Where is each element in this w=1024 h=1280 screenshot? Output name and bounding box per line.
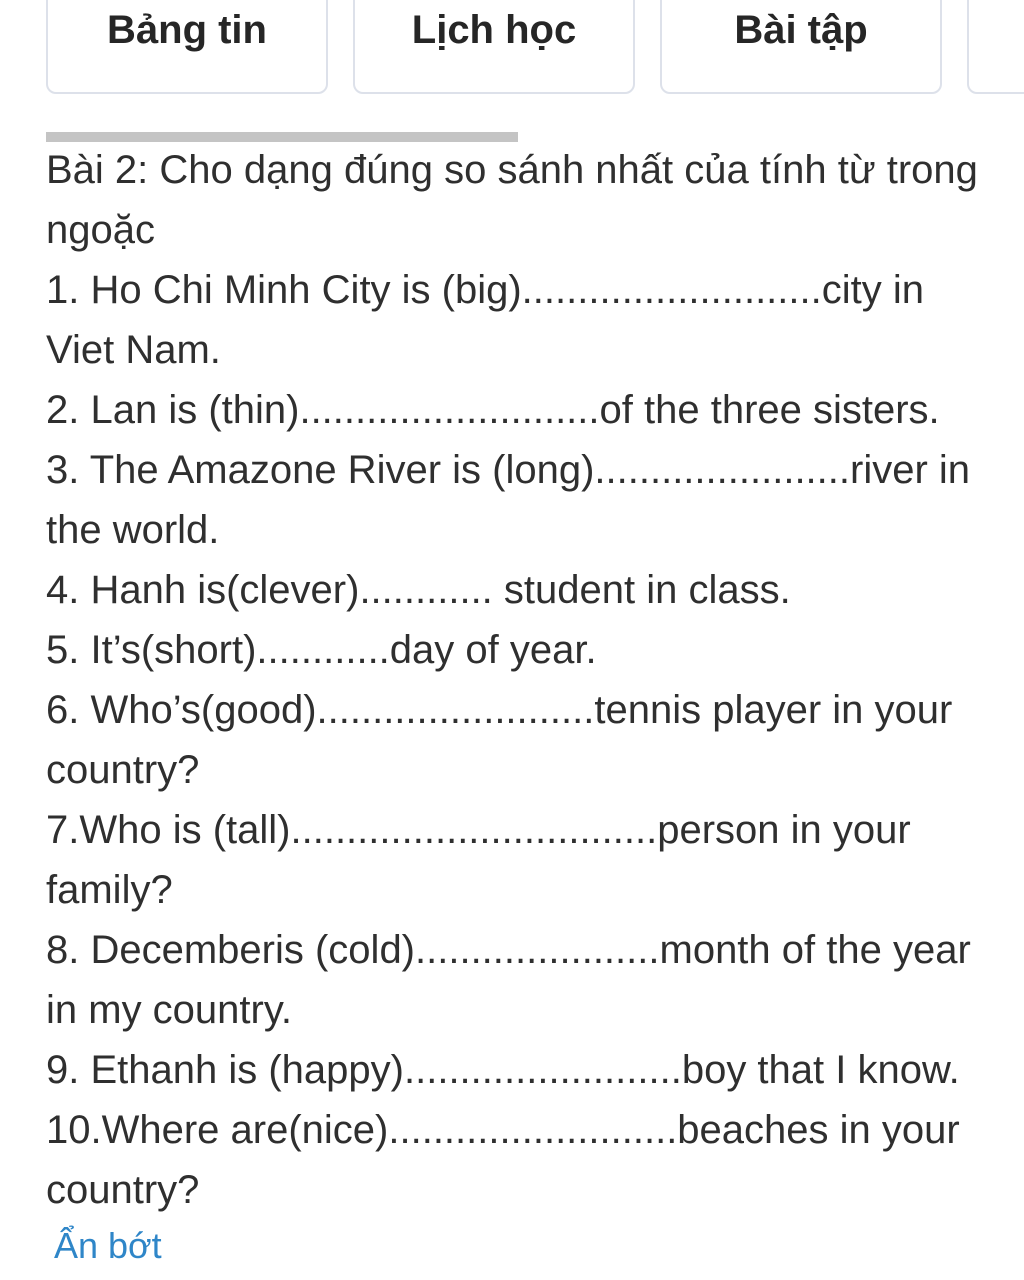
exercise-content bbox=[46, 140, 986, 1220]
tab-news[interactable] bbox=[46, 0, 328, 94]
exercise-item-8: 8. Decemberis (cold)......................month of the year in my country. bbox=[46, 928, 971, 1032]
exercise-item-7: 7.Who is (tall).................................person in your family? bbox=[46, 808, 911, 912]
tab-bar bbox=[46, 0, 1024, 98]
exercise-item-9: 9. Ethanh is (happy).........................boy that I know. bbox=[46, 1048, 960, 1092]
tab-more[interactable] bbox=[967, 0, 1024, 94]
tab-homework-label: Bài tập bbox=[734, 8, 868, 52]
tab-news-label: Bảng tin bbox=[107, 8, 267, 52]
exercise-item-10: 10.Where are(nice)..........................beaches in your country? bbox=[46, 1108, 960, 1212]
exercise-item-4: 4. Hanh is(clever)............ student in class. bbox=[46, 568, 791, 612]
tab-homework[interactable] bbox=[660, 0, 942, 94]
tab-schedule[interactable] bbox=[353, 0, 635, 94]
exercise-item-1: 1. Ho Chi Minh City is (big)...........................city in Viet Nam. bbox=[46, 268, 924, 372]
exercise-item-5: 5. It’s(short)............day of year. bbox=[46, 628, 597, 672]
show-less-link[interactable]: Ẩn bớt bbox=[54, 1225, 162, 1266]
tab-schedule-label: Lịch học bbox=[411, 8, 577, 52]
exercise-item-2: 2. Lan is (thin)...........................of the three sisters. bbox=[46, 388, 940, 432]
exercise-title: Bài 2: Cho dạng đúng so sánh nhất của tính từ trong ngoặc bbox=[46, 148, 978, 252]
exercise-item-3: 3. The Amazone River is (long).......................river in the world. bbox=[46, 448, 971, 552]
exercise-item-6: 6. Who’s(good).........................tennis player in your country? bbox=[46, 688, 953, 792]
